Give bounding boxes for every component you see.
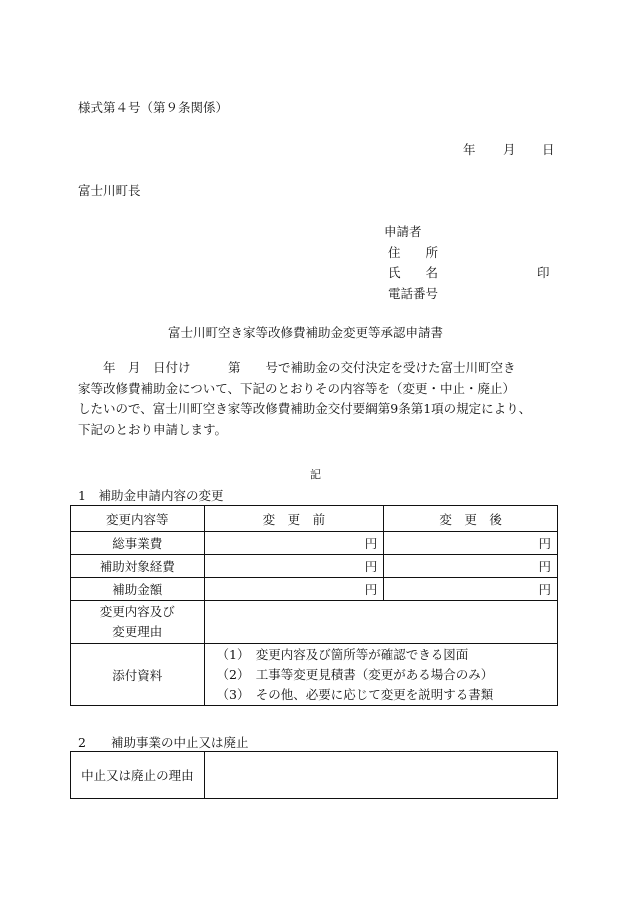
section2-heading: 2 補助事業の中止又は廃止 bbox=[78, 735, 249, 750]
reason-label-line-1: 変更内容及び bbox=[99, 604, 175, 619]
attachments-list bbox=[204, 644, 557, 706]
body-line-1: 年 月 日付け 第 号で補助金の交付決定を受けた富士川町空き bbox=[78, 360, 516, 375]
body-line-2: 家等改修費補助金について、下記のとおりその内容等を（変更・中止・廃止） bbox=[78, 381, 516, 396]
cancellation-table bbox=[70, 751, 558, 799]
document-title: 富士川町空き家等改修費補助金変更等承認申請書 bbox=[168, 325, 444, 340]
table-row bbox=[71, 555, 558, 578]
applicant-phone-label: 電話番号 bbox=[388, 286, 439, 301]
body-line-3: したいので、富士川町空き家等改修費補助金交付要綱第9条第1項の規定により、 bbox=[78, 401, 532, 416]
seal-mark: 印 bbox=[537, 265, 550, 280]
table-row bbox=[71, 532, 558, 555]
col-header-after: 変 更 後 bbox=[384, 506, 558, 532]
row-label: 補助対象経費 bbox=[71, 555, 205, 578]
before-amount-cell[interactable]: 円 bbox=[204, 532, 384, 555]
row-label: 総事業費 bbox=[71, 532, 205, 555]
reason-label bbox=[71, 601, 205, 644]
col-header-items: 変更内容等 bbox=[71, 506, 205, 532]
col-header-before: 変 更 前 bbox=[204, 506, 384, 532]
date-month: 月 bbox=[503, 142, 516, 157]
after-amount-cell[interactable]: 円 bbox=[384, 555, 558, 578]
addressee: 富士川町長 bbox=[78, 183, 141, 198]
applicant-heading: 申請者 bbox=[384, 224, 422, 239]
cancellation-reason-field[interactable] bbox=[204, 752, 557, 799]
form-number: 様式第４号（第９条関係） bbox=[78, 100, 229, 115]
ki-heading: 記 bbox=[310, 468, 321, 481]
before-amount-cell[interactable]: 円 bbox=[204, 578, 384, 601]
table-row bbox=[71, 578, 558, 601]
reason-row bbox=[71, 601, 558, 644]
date-day: 日 bbox=[542, 142, 555, 157]
after-amount-cell[interactable]: 円 bbox=[384, 578, 558, 601]
body-line-4: 下記のとおり申請します。 bbox=[78, 422, 228, 437]
reason-field[interactable] bbox=[204, 601, 557, 644]
attachment-item: （2） 工事等変更見積書（変更がある場合のみ） bbox=[216, 666, 494, 682]
table-header-row bbox=[71, 506, 558, 532]
change-table bbox=[70, 505, 558, 706]
attachment-item: （3） その他、必要に応じて変更を説明する書類 bbox=[216, 686, 494, 702]
attachment-item: （1） 変更内容及び箇所等が確認できる図面 bbox=[216, 646, 469, 662]
section1-heading: 1 補助金申請内容の変更 bbox=[78, 488, 224, 503]
row-label: 補助金額 bbox=[71, 578, 205, 601]
reason-label-line-2: 変更理由 bbox=[112, 624, 163, 639]
applicant-address-label: 住 所 bbox=[388, 245, 439, 260]
before-amount-cell[interactable]: 円 bbox=[204, 555, 384, 578]
cancellation-reason-label: 中止又は廃止の理由 bbox=[71, 752, 205, 799]
after-amount-cell[interactable]: 円 bbox=[384, 532, 558, 555]
attachments-label: 添付資料 bbox=[71, 644, 205, 706]
cancellation-row bbox=[71, 752, 558, 799]
attachments-row bbox=[71, 644, 558, 706]
applicant-name-label: 氏 名 bbox=[388, 265, 439, 280]
date-year: 年 bbox=[463, 142, 476, 157]
